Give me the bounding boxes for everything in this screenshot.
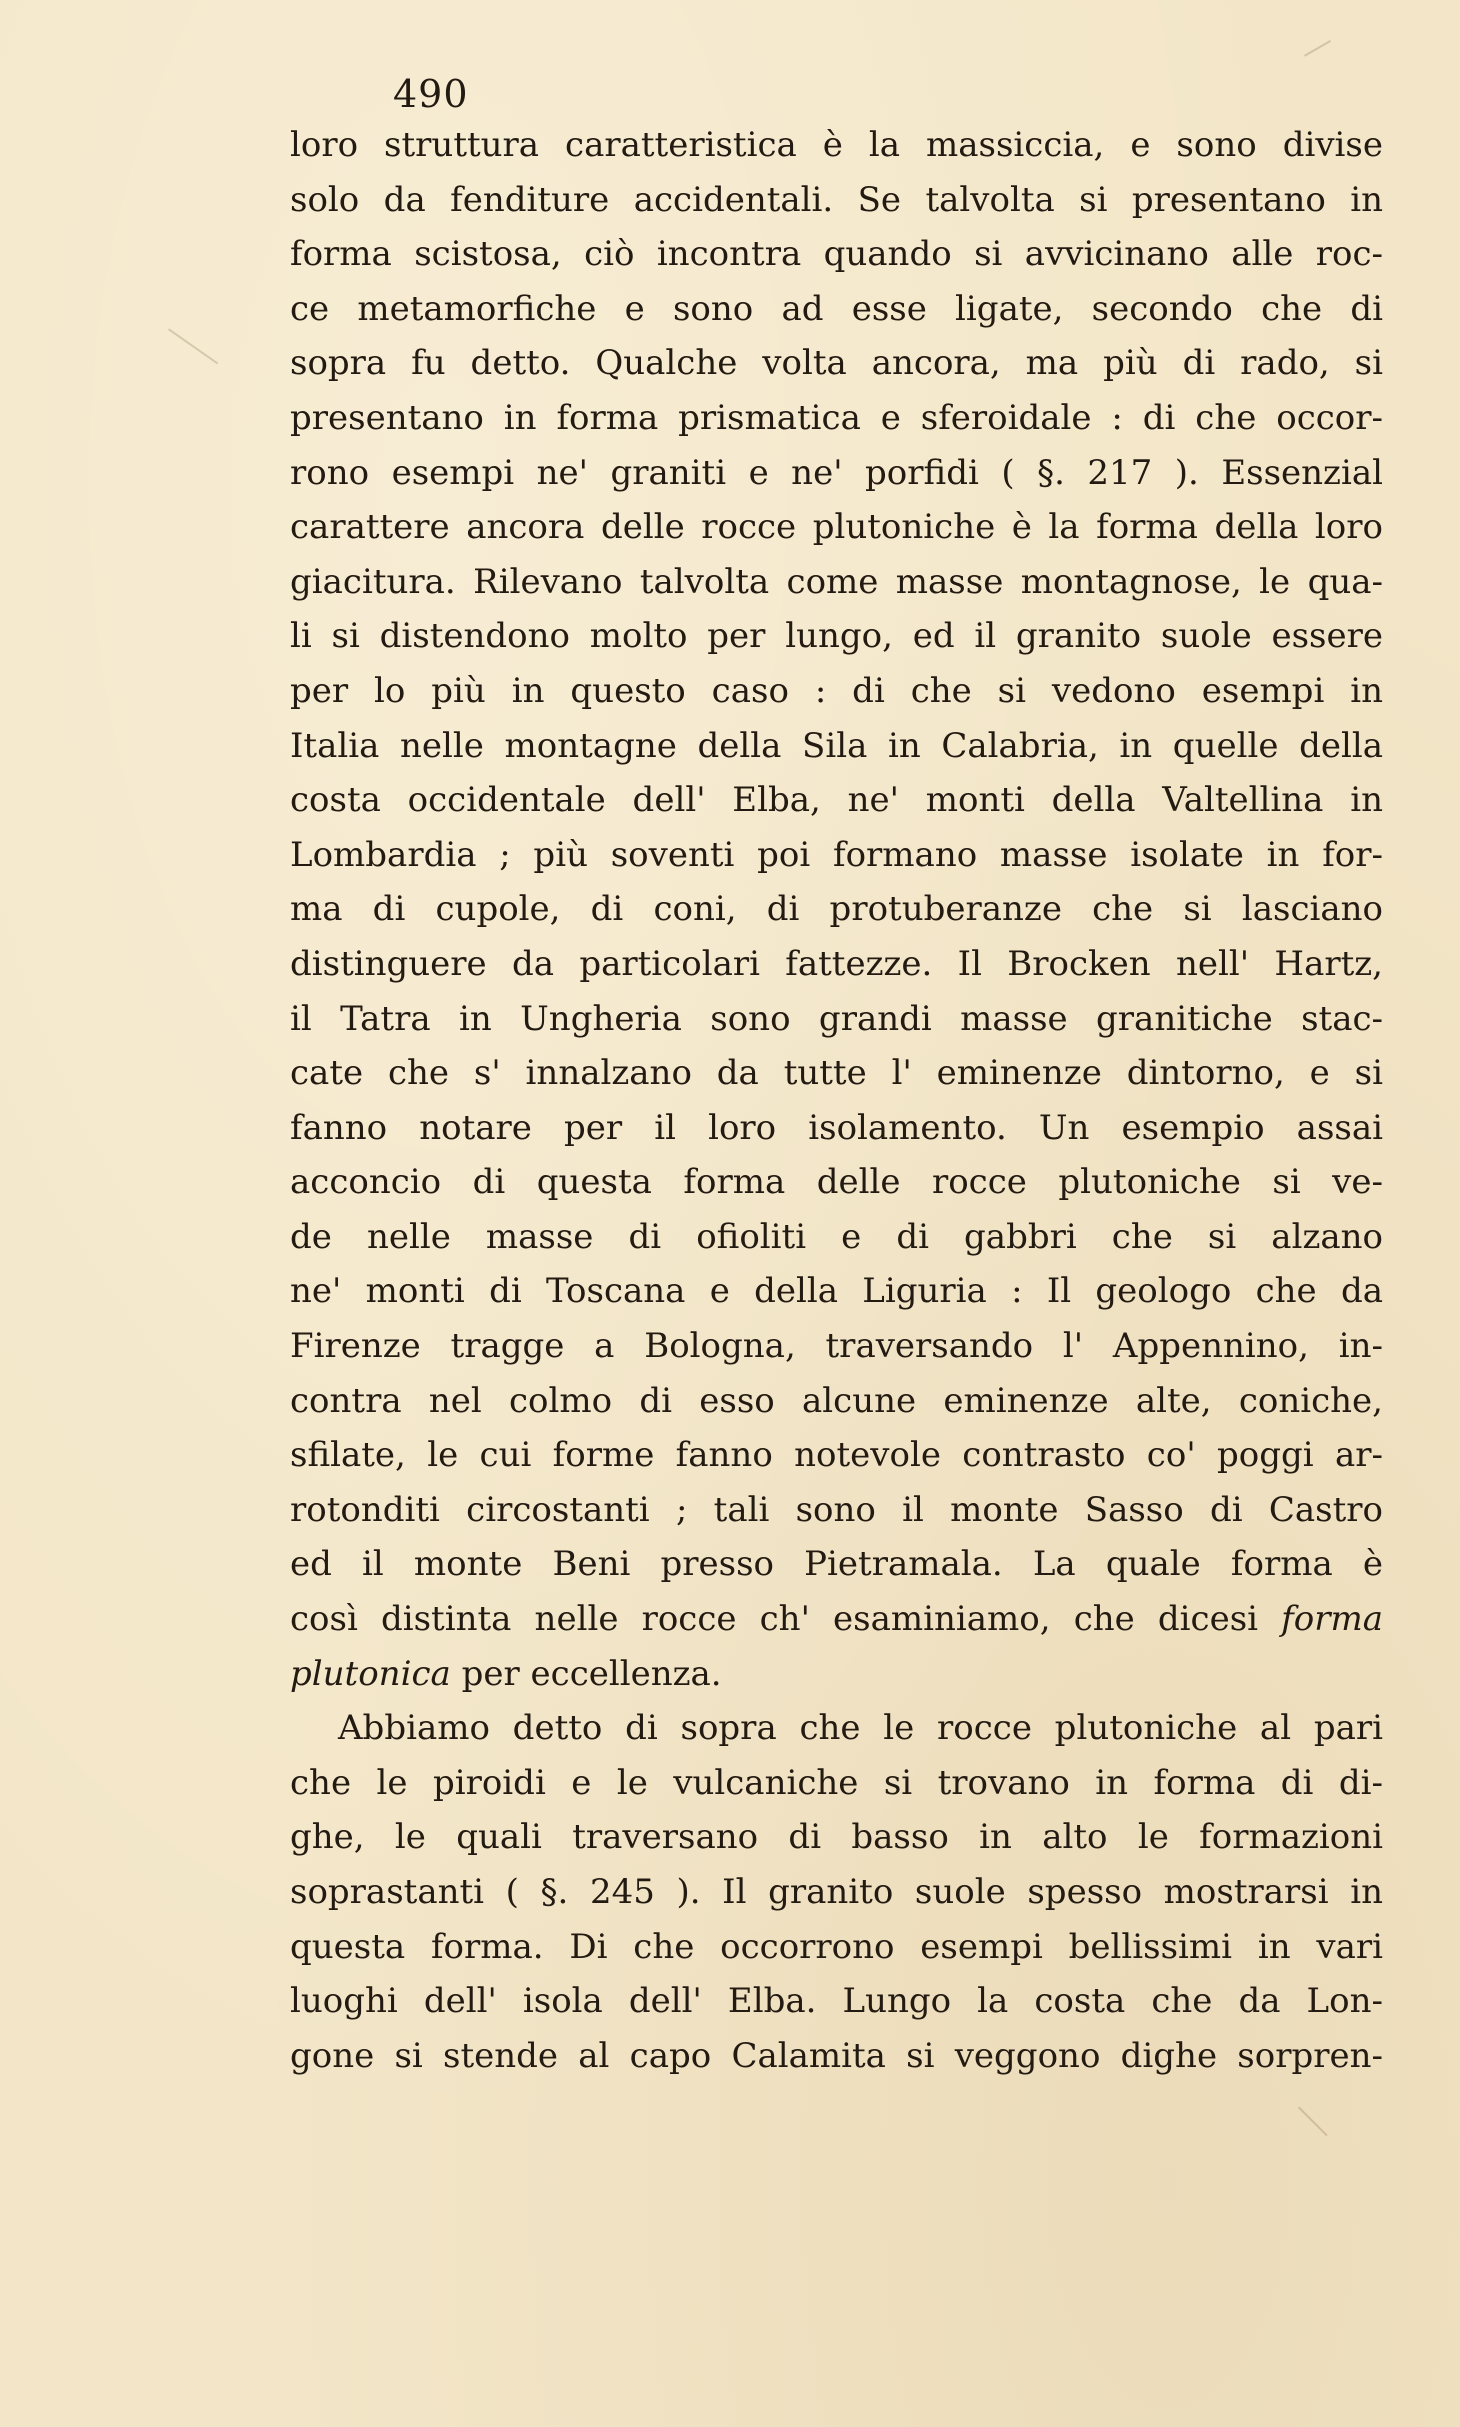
text-line: contra nel colmo di esso alcune eminenze alte, coniche,	[290, 1380, 1383, 1421]
text-line: giacitura. Rilevano talvolta come masse montagnose, le qua-	[290, 561, 1383, 602]
text-line: de nelle masse di ofioliti e di gabbri che si alzano	[290, 1216, 1383, 1257]
text-segment: così distinta nelle rocce ch' esaminiamo, che dicesi	[290, 1599, 1259, 1640]
text-line: rono esempi ne' graniti e ne' porfidi ( §. 217 ). Essenzial	[290, 452, 1383, 493]
paper-crease-mark	[168, 328, 218, 364]
text-line: fanno notare per il loro isolamento. Un esempio assai	[290, 1107, 1383, 1148]
text-line: sfilate, le cui forme fanno notevole contrasto co' poggi ar-	[290, 1435, 1383, 1476]
text-line: ed il monte Beni presso Pietramala. La quale forma è	[290, 1544, 1383, 1585]
text-line: costa occidentale dell' Elba, ne' monti della Valtellina in	[290, 780, 1383, 821]
emphasis-plutonica: plutonica	[290, 1653, 451, 1694]
text-line-with-emphasis	[290, 1592, 1383, 1647]
text-line: luoghi dell' isola dell' Elba. Lungo la costa che da Lon-	[290, 1981, 1383, 2022]
paragraph-first-line: Abbiamo detto di sopra che le rocce plutoniche al pari	[338, 1708, 1383, 1749]
page-number: 490	[393, 72, 469, 116]
text-line: questa forma. Di che occorrono esempi bellissimi in vari	[290, 1926, 1383, 1967]
text-line: forma scistosa, ciò incontra quando si avvicinano alle roc-	[290, 234, 1383, 275]
text-line: gone si stende al capo Calamita si veggono dighe sorpren-	[290, 2035, 1383, 2076]
text-line: distinguere da particolari fattezze. Il Brocken nell' Hartz,	[290, 943, 1383, 984]
text-line: rotonditi circostanti ; tali sono il monte Sasso di Castro	[290, 1489, 1383, 1530]
text-line: per lo più in questo caso : di che si vedono esempi in	[290, 670, 1383, 711]
text-line: acconcio di questa forma delle rocce plutoniche si ve-	[290, 1162, 1383, 1203]
text-line: solo da fenditure accidentali. Se talvolta si presentano in	[290, 179, 1383, 220]
text-line-with-emphasis	[290, 1647, 1383, 1702]
text-line: Firenze tragge a Bologna, traversando l' Appennino, in-	[290, 1326, 1383, 1367]
text-line: ghe, le quali traversano di basso in alto le formazioni	[290, 1817, 1383, 1858]
paper-crease-mark	[1298, 2107, 1328, 2137]
text-line: che le piroidi e le vulcaniche si trovano in forma di di-	[290, 1762, 1383, 1803]
emphasis-forma: forma	[1281, 1599, 1383, 1640]
text-line: ma di cupole, di coni, di protuberanze che si lasciano	[290, 889, 1383, 930]
text-line: carattere ancora delle rocce plutoniche è la forma della loro	[290, 507, 1383, 548]
text-line: cate che s' innalzano da tutte l' eminenze dintorno, e si	[290, 1053, 1383, 1094]
text-line: ne' monti di Toscana e della Liguria : Il geologo che da	[290, 1271, 1383, 1312]
text-segment: per eccellenza.	[461, 1653, 722, 1694]
text-line: Lombardia ; più soventi poi formano masse isolate in for-	[290, 834, 1383, 875]
text-line: Italia nelle montagne della Sila in Calabria, in quelle della	[290, 725, 1383, 766]
paper-crease-mark	[1304, 40, 1331, 57]
text-line: ce metamorfiche e sono ad esse ligate, secondo che di	[290, 288, 1383, 329]
text-line: li si distendono molto per lungo, ed il granito suole essere	[290, 616, 1383, 657]
text-line: presentano in forma prismatica e sferoidale : di che occor-	[290, 397, 1383, 438]
body-text	[290, 118, 1383, 2083]
text-line: loro struttura caratteristica è la massiccia, e sono divise	[290, 125, 1383, 165]
text-line: il Tatra in Ungheria sono grandi masse granitiche stac-	[290, 998, 1383, 1039]
text-line: soprastanti ( §. 245 ). Il granito suole spesso mostrarsi in	[290, 1872, 1383, 1912]
text-line: sopra fu detto. Qualche volta ancora, ma più di rado, si	[290, 343, 1383, 384]
